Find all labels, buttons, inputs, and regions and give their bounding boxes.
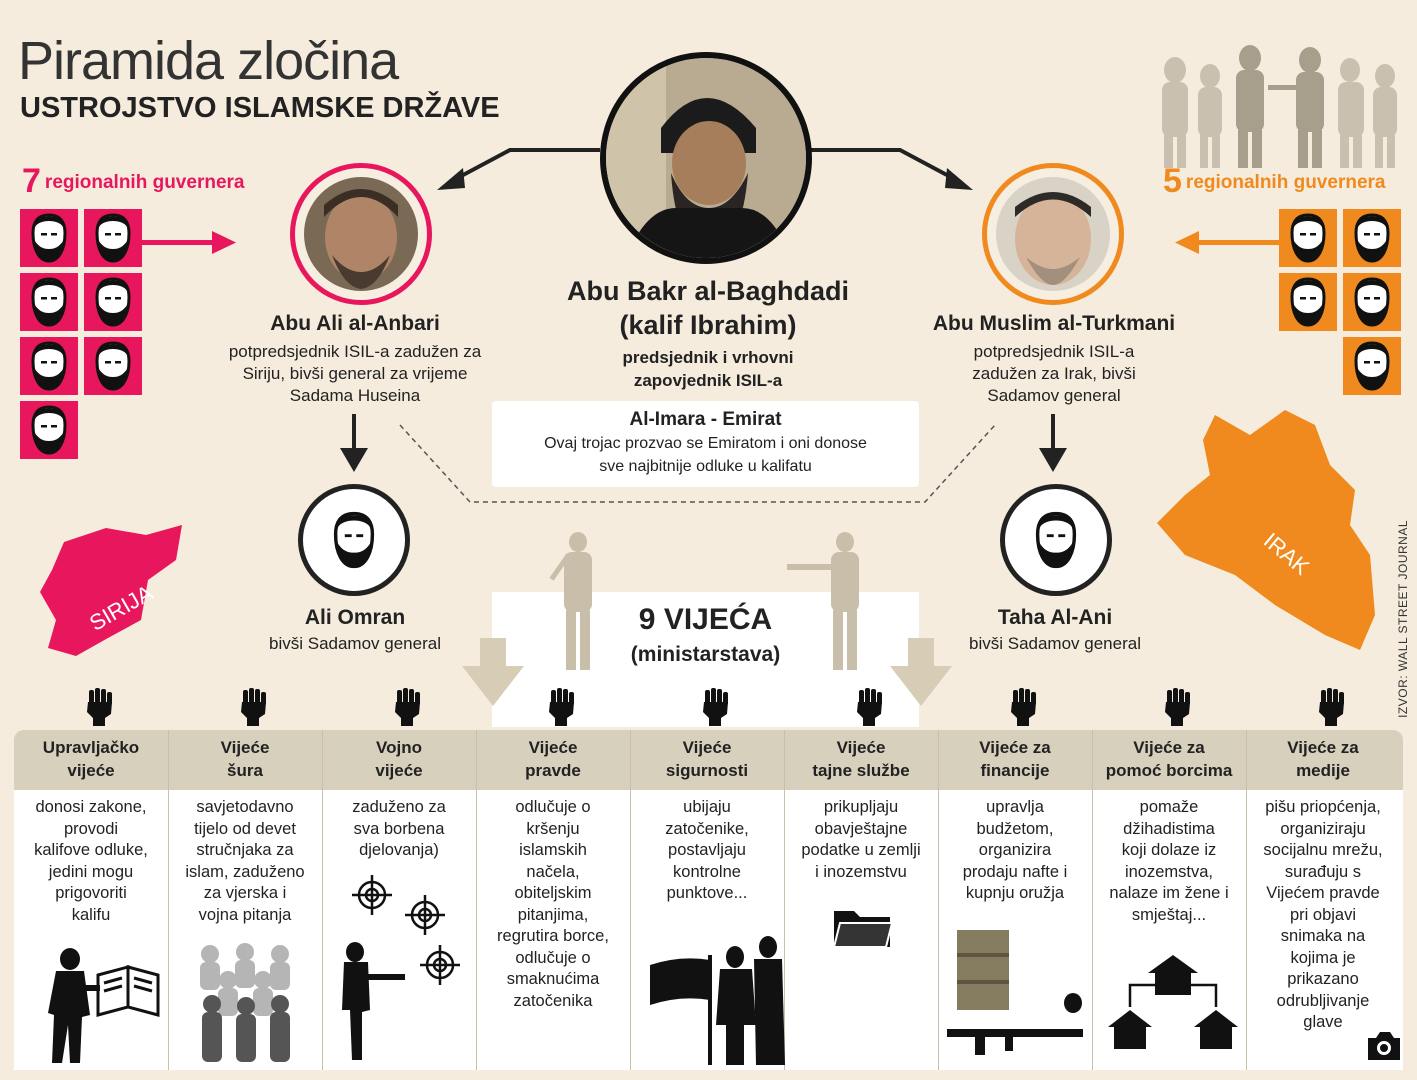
governor-tile [20,401,78,459]
council-desc-line: kršenju [526,819,580,838]
fist-icon [239,688,267,726]
right-deputy-desc-2: zadužen za Irak, bivši [972,364,1136,383]
council-desc-line: pri objavi [1289,905,1357,924]
bearded-face-icon [331,505,377,575]
bearded-face-icon [1352,341,1392,391]
ali-omran-name: Ali Omran [304,606,406,629]
council-desc-line: upravlja [986,798,1044,816]
syria-label: SIRIJA [85,579,157,636]
council-name-tajne-sluzbe: Vijeće tajne službe [812,738,910,780]
council-desc-line: regrutira borce, [497,927,609,945]
bearded-face-icon [1288,277,1328,327]
governor-tile [1279,273,1337,331]
governor-tile [84,273,142,331]
council-desc-line: prodaju nafte i [962,862,1068,881]
emirat-box [492,401,919,487]
emirat-text-1: Ovaj trojac prozvao se Emiratom i oni donose [544,435,867,452]
governor-tile [84,337,142,395]
council-desc-line: organizira [978,841,1052,859]
council-desc-line: načela, [526,862,580,881]
right-deputy-name: Abu Muslim al-Turkmani [932,312,1176,335]
page-subtitle: USTROJSTVO ISLAMSKE DRŽAVE [20,92,500,124]
council-name-sura: Vijeće šura [220,738,270,780]
council-desc-line: snimaka na [1280,927,1366,945]
council-desc-line: odrubljivanje [1276,991,1370,1010]
council-desc-line: i inozemstvu [815,862,907,881]
council-desc-line: savjetodavno [196,798,294,816]
council-name-medije: Vijeće za medije [1287,738,1359,780]
council-desc-line: donosi zakone, [35,798,147,816]
council-desc-line: provodi [63,819,119,838]
council-desc-line: zatočenike, [665,819,749,838]
council-desc-line: zatočenika [513,991,593,1010]
fist-icon [1163,688,1191,726]
taha-al-ani-name: Taha Al-Ani [997,606,1113,629]
fist-icon [393,688,421,726]
council-desc-line: kalifu [71,905,111,924]
council-desc-line: surađuju s [1284,862,1362,881]
council-desc-line: socijalnu mrežu, [1263,841,1383,859]
bearded-face-icon [93,277,133,327]
council-desc-line: islam, zaduženo [185,862,305,881]
down-arrow-icon [337,414,371,474]
council-name-vojno: Vojno vijeće [375,738,423,780]
bearded-face-icon [1288,213,1328,263]
council-desc-line: pomaže [1139,798,1199,816]
right-deputy-desc-3: Sadamov general [987,386,1121,405]
council-desc-line: kupnju oružja [965,884,1065,902]
council-desc-line: djelovanja) [359,841,439,859]
council-desc-line: punktove... [666,884,748,902]
leader-alias: (kalif Ibrahim) [619,310,797,340]
council-desc-line: jedini mogu [48,862,134,881]
emirat-text-2: sve najbitnije odluke u kalifatu [599,458,812,475]
council-name-upravljacko: Upravljačko vijeće [42,738,140,780]
taha-al-ani-desc: bivši Sadamov general [969,634,1141,653]
fighters-silhouette-group [1150,40,1405,170]
council-name-pravde: Vijeće pravde [525,738,581,780]
fist-icon [701,688,729,726]
council-desc-line: obiteljskim [514,884,592,902]
governor-tile [20,209,78,267]
council-desc-line: postavljaju [668,841,746,859]
left-deputy-portrait [290,163,432,305]
council-desc-line: ubijaju [683,798,731,816]
governor-tile [1343,273,1401,331]
syria-map [36,520,186,660]
leader-role-line2: zapovjednik ISIL-a [633,371,783,390]
fighter-silhouette [540,530,610,680]
council-desc [14,797,168,926]
fighters-with-flag-icon [640,935,785,1070]
council-desc-line: kalifove odluke, [34,841,148,859]
council-desc-line: nalaze im žene i [1109,884,1229,902]
governor-tile [20,337,78,395]
iraq-label: IRAK [1258,527,1315,580]
bearded-face-icon [1033,505,1079,575]
council-desc-line: kojima je [1290,948,1356,967]
fist-icon [547,688,575,726]
fist-icon [1009,688,1037,726]
down-arrow-icon [1036,414,1070,474]
fighter-with-rifle-silhouette [785,530,885,680]
left-governors-label: 7 regionalnih guvernera [22,162,245,200]
leader-name: Abu Bakr al-Baghdadi [566,276,850,306]
fist-icon [1317,688,1345,726]
council-desc [322,797,476,862]
bearded-face-icon [1352,213,1392,263]
council-desc-line: prigovoriti [55,884,127,902]
council-desc-line: Vijećem pravde [1266,884,1380,902]
bearded-face-icon [29,277,69,327]
council-desc-line: podatke u zemlji [801,841,921,859]
bearded-face-icon [1352,277,1392,327]
reading-figure-book-icon [40,945,165,1065]
council-desc-line: organiziraju [1280,819,1366,838]
soldier-and-target-icons [340,860,475,1070]
council-desc-line: koji dolaze iz [1121,841,1217,859]
ali-omran-desc: bivši Sadamov general [269,634,441,653]
council-desc-line: obavještajne [814,819,908,838]
council-desc-line: džihadistima [1123,819,1215,838]
left-deputy-desc-2: Siriju, bivši general za vrijeme [242,364,468,383]
council-desc-line: zaduženo za [352,798,446,816]
council-desc-line: vojna pitanja [198,905,292,924]
council-name-financije: Vijeće za financije [979,738,1051,780]
houses-network-icon [1108,955,1238,1065]
council-desc-line: tijelo od devet [194,819,296,838]
down-arrow-icon [462,638,524,708]
council-desc-line: odlučuje o [515,948,591,967]
leader-role-line1: predsjednik i vrhovni [622,348,794,367]
council-desc-line: budžetom, [976,819,1054,838]
bearded-face-icon [93,341,133,391]
council-desc-line: odlučuje o [515,798,591,816]
council-desc-line: smaknućima [506,970,600,988]
council-desc-line: prikazano [1287,970,1359,988]
emirat-title: Al-Imara - Emirat [629,409,782,430]
governor-tile [1343,209,1401,267]
left-deputy-desc-3: Sadama Huseina [289,386,421,405]
council-desc-line: za vjerska i [203,884,287,902]
bearded-face-icon [29,341,69,391]
taha-al-ani-avatar [1000,484,1112,596]
council-desc [1246,797,1400,1034]
right-governors-label: 5 regionalnih guvernera [1163,162,1386,200]
council-desc-line: islamskih [519,841,587,859]
governor-tile [84,209,142,267]
council-desc-line: prikupljaju [823,798,899,816]
oil-barrel-and-rifle-icon [945,925,1085,1065]
council-desc-line: stručnjaka za [196,841,294,859]
bearded-face-icon [29,213,69,263]
governor-tile [1279,209,1337,267]
down-arrow-icon [890,638,952,708]
leader-portrait [600,52,812,264]
governor-tile [20,273,78,331]
page-title: Piramida zločina [18,31,399,91]
camera-icon [1366,1030,1402,1062]
council-desc [630,797,784,905]
councils-subtitle: (ministarstava) [630,643,781,666]
council-desc-line: pitanjima, [517,905,589,924]
left-deputy-desc-1: potpredsjednik ISIL-a zadužen za [228,342,482,361]
council-name-sigurnosti: Vijeće sigurnosti [665,738,749,780]
bearded-face-icon [29,405,69,455]
council-desc [938,797,1092,905]
council-desc-line: glave [1303,1013,1343,1031]
council-desc [1092,797,1246,926]
governor-tile [1343,337,1401,395]
pink-arrow-icon [140,228,240,258]
council-desc-line: sva borbena [353,819,445,838]
fist-icon [85,688,113,726]
iraq-map [1155,405,1380,655]
councils-title: 9 VIJEĆA [638,603,773,636]
council-desc-line: pišu priopćenja, [1265,798,1381,816]
council-desc-line: kontrolne [673,862,741,881]
orange-arrow-icon [1173,228,1281,258]
council-desc [476,797,630,1012]
council-desc-line: inozemstva, [1124,862,1214,881]
council-name-pomoc-borcima: Vijeće za pomoć borcima [1105,738,1233,780]
source-credit: IZVOR: WALL STREET JOURNAL [1396,520,1410,718]
right-deputy-portrait [982,163,1124,305]
crowd-icon [190,940,305,1065]
council-desc-line: smještaj... [1131,905,1207,924]
right-deputy-desc-1: potpredsjednik ISIL-a [973,342,1135,361]
ali-omran-avatar [298,484,410,596]
council-desc [784,797,938,883]
fist-icon [855,688,883,726]
left-deputy-name: Abu Ali al-Anbari [270,312,440,335]
folder-icon [832,905,894,951]
bearded-face-icon [93,213,133,263]
council-desc [168,797,322,926]
